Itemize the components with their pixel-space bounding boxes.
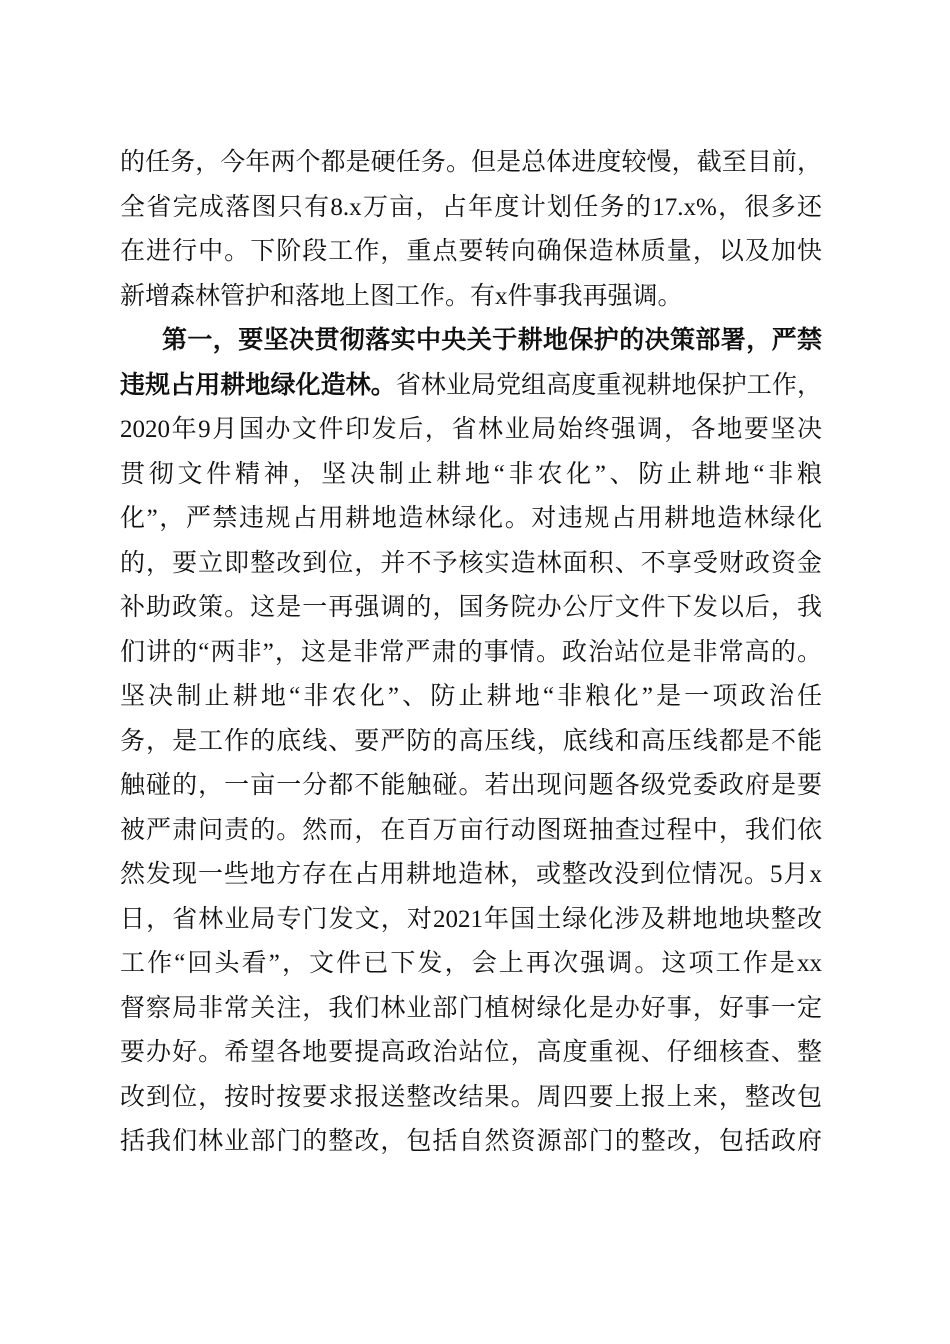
text-line: 补助政策。这是一再强调的，国务院办公厅文件下发以后，我 [120,594,822,621]
text-line: 被严肃问责的。然而，在百万亩行动图斑抽查过程中，我们依 [120,816,822,844]
text-line: 新增森林管护和落地上图工作。有x件事我再强调。 [120,282,683,310]
text-line: 触碰的，一亩一分都不能触碰。若出现问题各级党委政府是要 [120,772,822,799]
text-line: 然发现一些地方存在占用耕地造林，或整改没到位情况。5月x [120,861,822,888]
text-line: 工作“回头看”，文件已下发，会上再次强调。这项工作是xx [120,950,822,977]
text-line: 在进行中。下阶段工作，重点要转向确保造林质量，以及加快 [120,238,822,265]
text-line: 们讲的“两非”，这是非常严肃的事情。政治站位是非常高的。 [120,638,822,666]
text-line [120,364,822,409]
text-line: 要办好。希望各地要提高政治站位，高度重视、仔细核查、整 [120,1039,822,1066]
text-line: 务，是工作的底线、要严防的高压线，底线和高压线都是不能 [120,727,822,755]
text-line [120,319,822,364]
text-line: 括我们林业部门的整改，包括自然资源部门的整改，包括政府 [120,1128,822,1155]
text-line: 化”，严禁违规占用耕地造林绿化。对违规占用耕地造林绿化 [120,505,822,532]
text-line: 2020年9月国办文件印发后，省林业局始终强调，各地要坚决 [120,416,822,443]
bold-heading-text: 第一，要坚决贯彻落实中央关于耕地保护的决策部署，严禁 [162,327,822,354]
text-line: 贯彻文件精神，坚决制止耕地“非农化”、防止耕地“非粮 [120,460,822,488]
text-line: 的，要立即整改到位，并不予核实造林面积、不享受财政资金 [120,549,822,577]
text-line: 督察局非常关注，我们林业部门植树绿化是办好事，好事一定 [120,994,822,1022]
text-line: 日，省林业局专门发文，对2021年国土绿化涉及耕地地块整改 [120,905,822,933]
paragraph-2 [120,319,822,1165]
text-line: 全省完成落图只有8.x万亩，占年度计划任务的17.x%，很多还 [120,193,822,221]
paragraph-1 [120,141,822,319]
text-line: 的任务，今年两个都是硬任务。但是总体进度较慢，截至目前， [120,149,822,176]
text-line: 坚决制止耕地“非农化”、防止耕地“非粮化”是一项政治任 [120,683,822,710]
bold-heading-text: 违规占用耕地绿化造林。 [120,371,396,399]
document-page [120,141,822,1165]
text-line: 改到位，按时按要求报送整改结果。周四要上报上来，整改包 [120,1083,822,1111]
body-text: 省林业局党组高度重视耕地保护工作， [395,371,822,399]
